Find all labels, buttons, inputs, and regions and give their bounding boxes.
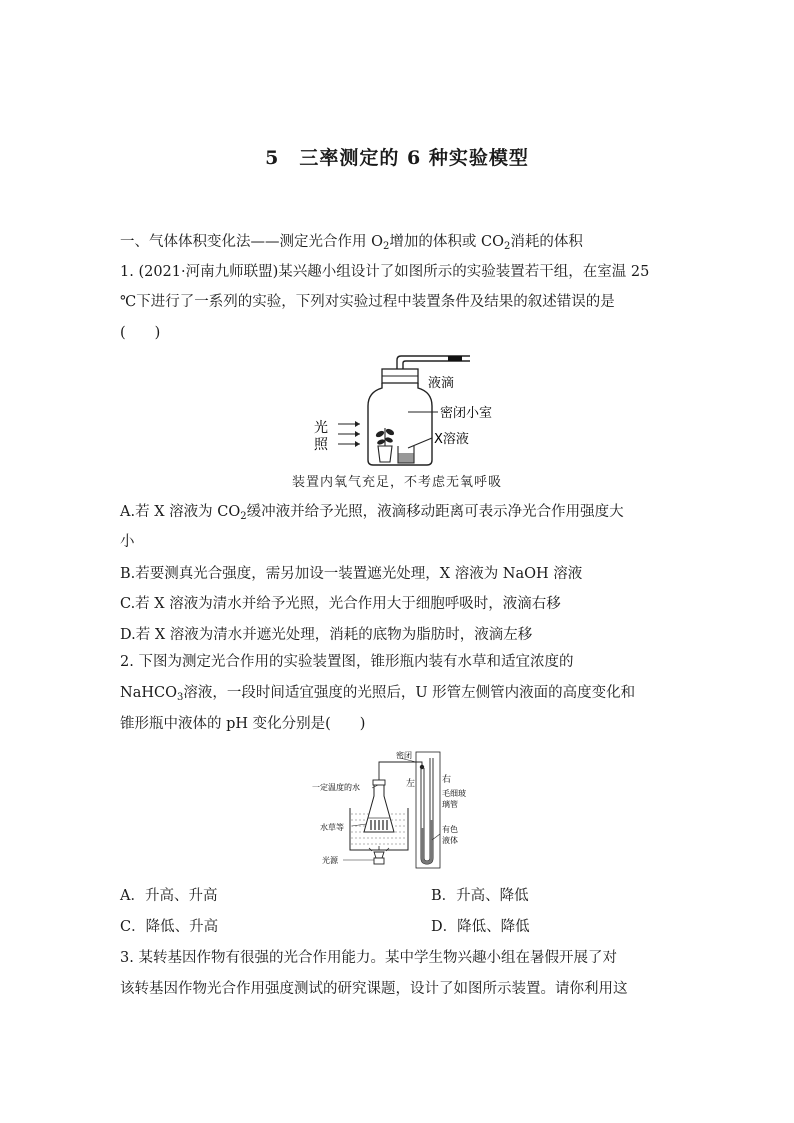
label-left: 左 (406, 779, 416, 789)
section-heading: 一、气体体积变化法——测定光合作用 $O_2$增加的体积或 $CO_2$消耗的体积 (120, 234, 583, 252)
label-liquid-2: 液体 (442, 836, 458, 845)
q1-option-d: D.若 X 溶液为清水并遮光处理，消耗的底物为脂肪时，液滴左移 (120, 627, 533, 643)
q2-option-b: B．升高、降低 (431, 888, 529, 904)
q1-option-b: B.若要测真光合强度，需另加设一装置遮光处理，X 溶液为 NaOH 溶液 (120, 566, 583, 582)
label-liquid-1: 有色 (442, 825, 458, 834)
label-right: 右 (442, 775, 452, 785)
label-light-source: 光源 (322, 856, 338, 865)
q1-option-c: C.若 X 溶液为清水并给予光照，光合作用大于细胞呼吸时，液滴右移 (120, 596, 561, 612)
liquid-drop-mark (448, 356, 462, 361)
q2-option-a: A．升高、升高 (120, 888, 218, 904)
q1-option-a-cont: 小 (120, 534, 135, 550)
q1-apparatus-figure (300, 352, 530, 472)
q3-stem-line2: 该转基因作物光合作用强度测试的研究课题，设计了如图所示装置。请你利用这 (120, 981, 628, 997)
q2-apparatus-figure (308, 748, 498, 876)
q1-stem-line1: 1. (2021·河南九师联盟)某兴趣小组设计了如图所示的实验装置若干组，在室温 25 (120, 264, 650, 280)
label-temp-water: 一定温度的水 (312, 783, 360, 792)
label-capillary-1: 毛细玻 (442, 789, 466, 798)
q2-option-c: C．降低、升高 (120, 919, 219, 935)
light-label-1: 光 (314, 420, 328, 436)
label-sealed-chamber: 密闭小室 (440, 406, 493, 421)
q2-stem-line1: 2. 下图为测定光合作用的实验装置图，锥形瓶内装有水草和适宜浓度的 (120, 654, 574, 670)
label-plants: 水草等 (320, 823, 344, 832)
q1-figure-caption: 装置内氧气充足，不考虑无氧呼吸 (291, 475, 502, 490)
q2-stem-line3: 锥形瓶中液体的 pH 变化分别是( ) (120, 716, 366, 732)
q1-stem-line2: ℃下进行了一系列的实验，下列对实验过程中装置条件及结果的叙述错误的是 (120, 294, 615, 310)
q1-stem-line3: ( ) (120, 325, 161, 341)
q2-option-d: D．降低、降低 (431, 919, 530, 935)
sealed-jar (368, 383, 432, 465)
light-label-2: 照 (314, 437, 328, 453)
label-sealed: 密闭 (396, 751, 412, 760)
label-liquid-drop: 液滴 (428, 376, 455, 391)
q2-stem-line2: NaHCO$_3$溶液，一段时间适宜强度的光照后，U 形管左侧管内液面的高度变化和 (120, 685, 636, 703)
q3-stem-line1: 3. 某转基因作物有很强的光合作用能力。某中学生物兴趣小组在暑假开展了对 (120, 950, 617, 966)
label-capillary-2: 璃管 (442, 800, 458, 809)
q1-option-a: A.若 X 溶液为 $CO_2$缓冲液并给予光照，液滴移动距离可表示净光合作用强度大 (120, 504, 624, 522)
label-x-solution: X溶液 (434, 432, 469, 447)
page-title: 5 三率测定的 6 种实验模型 (265, 147, 529, 169)
